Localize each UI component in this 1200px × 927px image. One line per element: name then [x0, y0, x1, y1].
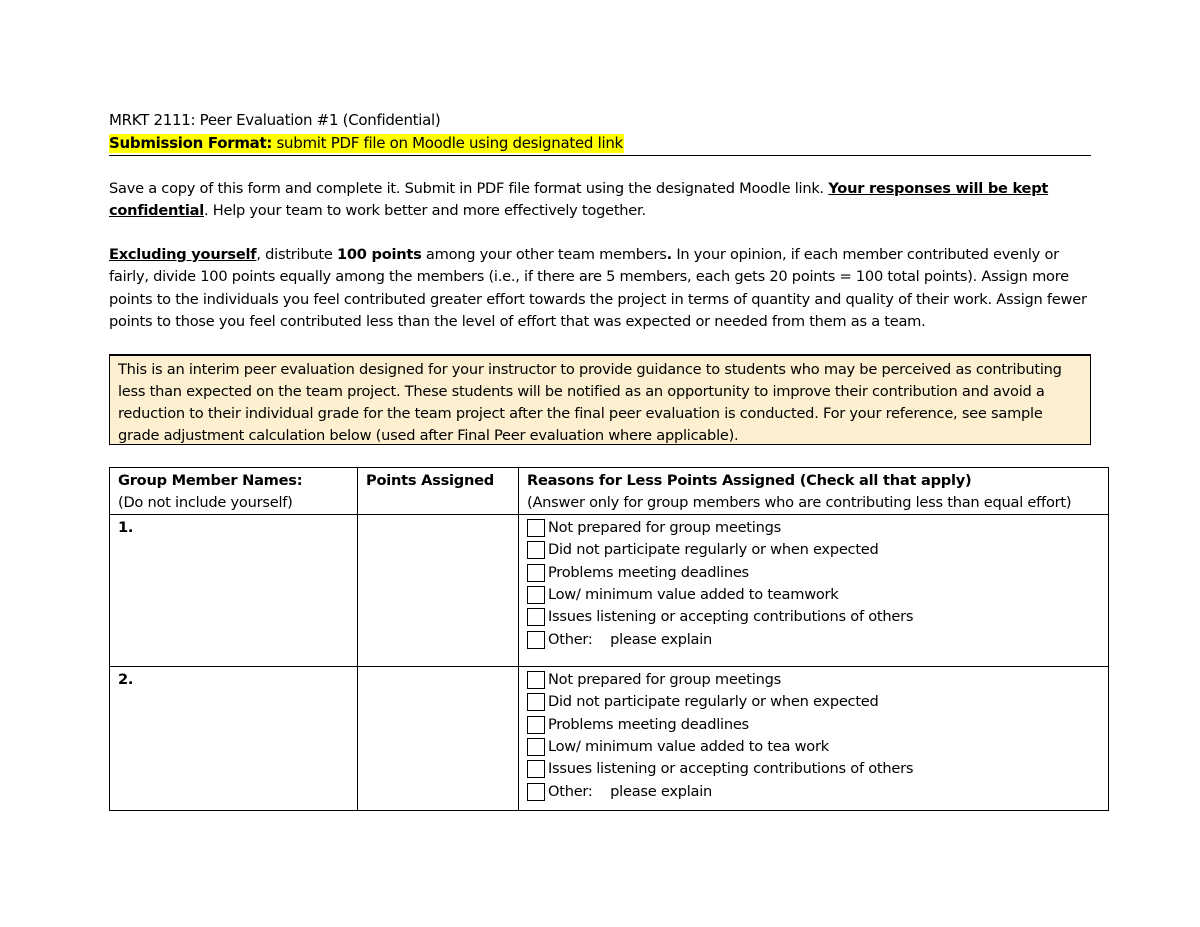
header-member-names — [110, 468, 358, 515]
checkbox[interactable] — [527, 738, 545, 756]
excluding-yourself-emphasis: Excluding yourself — [109, 246, 257, 263]
notice-text: This is an interim peer evaluation designed for your instructor to provide guidance to students who may be perceived as contributing less than expected on the team project. These students will be notified as an opportunity to improve their contribution and avoid a reduction to their individual grade for the team project after the final peer evaluation is conducted. For your reference, see sample grade adjustment calculation below (used after Final Peer evaluation where applicable). — [118, 361, 1062, 444]
instructions-text: Save a copy of this form and complete it. Submit in PDF file format using the designated Moodle link. — [109, 180, 829, 197]
checkbox[interactable] — [527, 693, 545, 711]
checkbox[interactable] — [527, 564, 545, 582]
table-row — [110, 515, 1109, 667]
checkbox[interactable] — [527, 586, 545, 604]
reason-label: Issues listening or accepting contributions of others — [548, 760, 914, 778]
checkbox[interactable] — [527, 716, 545, 734]
document-title: MRKT 2111: Peer Evaluation #1 (Confidential) — [109, 111, 441, 129]
points-assigned-header: Points Assigned — [366, 472, 494, 489]
submission-format-line — [109, 133, 1091, 156]
checkbox[interactable] — [527, 519, 545, 537]
confidential-notice: Your responses will be kept confidential — [109, 180, 1049, 220]
reason-option — [527, 628, 1100, 650]
reason-option — [527, 736, 1100, 758]
reason-option — [527, 758, 1100, 780]
member-names-subheader: (Do not include yourself) — [118, 494, 293, 511]
member-name-cell-1[interactable] — [110, 515, 358, 667]
submission-format-label: Submission Format: — [109, 134, 273, 152]
reason-label: Other: please explain — [548, 630, 713, 648]
reasons-subheader: (Answer only for group members who are contributing less than equal effort) — [527, 494, 1072, 511]
points-instructions-c: In your opinion, if each member contributed evenly or fairly, divide 100 points equally among the members (i.e., if there are 5 members, each gets 20 points = 100 total points). Assign more points to the individuals you feel contributed greater effort towards the project in terms of quantity and quality of their work. Assign fewer points to those you feel contributed less than the level of effort that was expected or needed from them as a team. — [109, 246, 1087, 330]
submission-format-highlight — [109, 134, 624, 153]
reason-option — [527, 691, 1100, 713]
reason-option — [527, 539, 1100, 561]
points-instructions-b: among your other team members — [421, 246, 667, 263]
checkbox[interactable] — [527, 631, 545, 649]
reasons-cell-2 — [519, 667, 1109, 811]
points-instructions-a: , distribute — [256, 246, 337, 263]
reason-label: Did not participate regularly or when expected — [548, 693, 879, 711]
reason-label: Issues listening or accepting contributions of others — [548, 608, 914, 626]
table-row — [110, 667, 1109, 811]
interim-evaluation-notice — [109, 354, 1091, 445]
checkbox[interactable] — [527, 671, 545, 689]
instructions-end: . Help your team to work better and more effectively together. — [203, 202, 646, 220]
checkbox[interactable] — [527, 608, 545, 626]
member-name-cell-2[interactable] — [110, 667, 358, 811]
reason-option — [527, 606, 1100, 628]
submission-format-text: submit PDF file on Moodle using designated link — [272, 134, 623, 152]
reason-label: Problems meeting deadlines — [548, 563, 749, 581]
reason-option — [527, 584, 1100, 606]
reason-option — [527, 780, 1100, 802]
checkbox[interactable] — [527, 783, 545, 801]
reason-label: Problems meeting deadlines — [548, 715, 749, 733]
points-instructions-dot: . — [666, 246, 672, 263]
reasons-header: Reasons for Less Points Assigned (Check all that apply) — [527, 472, 972, 489]
reason-label: Low/ minimum value added to tea work — [548, 738, 829, 756]
reason-label: Not prepared for group meetings — [548, 671, 781, 689]
instructions-paragraph — [109, 178, 1099, 223]
reason-option — [527, 714, 1100, 736]
row-number: 2. — [118, 671, 134, 688]
reason-label: Did not participate regularly or when expected — [548, 541, 879, 559]
reason-label: Other: please explain — [548, 782, 713, 800]
points-cell-2[interactable] — [358, 667, 519, 811]
reason-option — [527, 562, 1100, 584]
reason-option — [527, 517, 1100, 539]
reasons-cell-1 — [519, 515, 1109, 667]
checkbox[interactable] — [527, 760, 545, 778]
reason-label: Low/ minimum value added to teamwork — [548, 586, 839, 604]
points-total-emphasis: 100 points — [336, 246, 422, 263]
row-number: 1. — [118, 519, 134, 536]
checkbox[interactable] — [527, 541, 545, 559]
member-names-header: Group Member Names: — [118, 472, 303, 489]
reason-option — [527, 669, 1100, 691]
points-instructions-paragraph — [109, 244, 1099, 333]
peer-evaluation-table — [109, 467, 1109, 811]
table-header-row — [110, 468, 1109, 515]
points-cell-1[interactable] — [358, 515, 519, 667]
header-reasons — [519, 468, 1109, 515]
header-points-assigned — [358, 468, 519, 515]
reason-label: Not prepared for group meetings — [548, 519, 781, 537]
